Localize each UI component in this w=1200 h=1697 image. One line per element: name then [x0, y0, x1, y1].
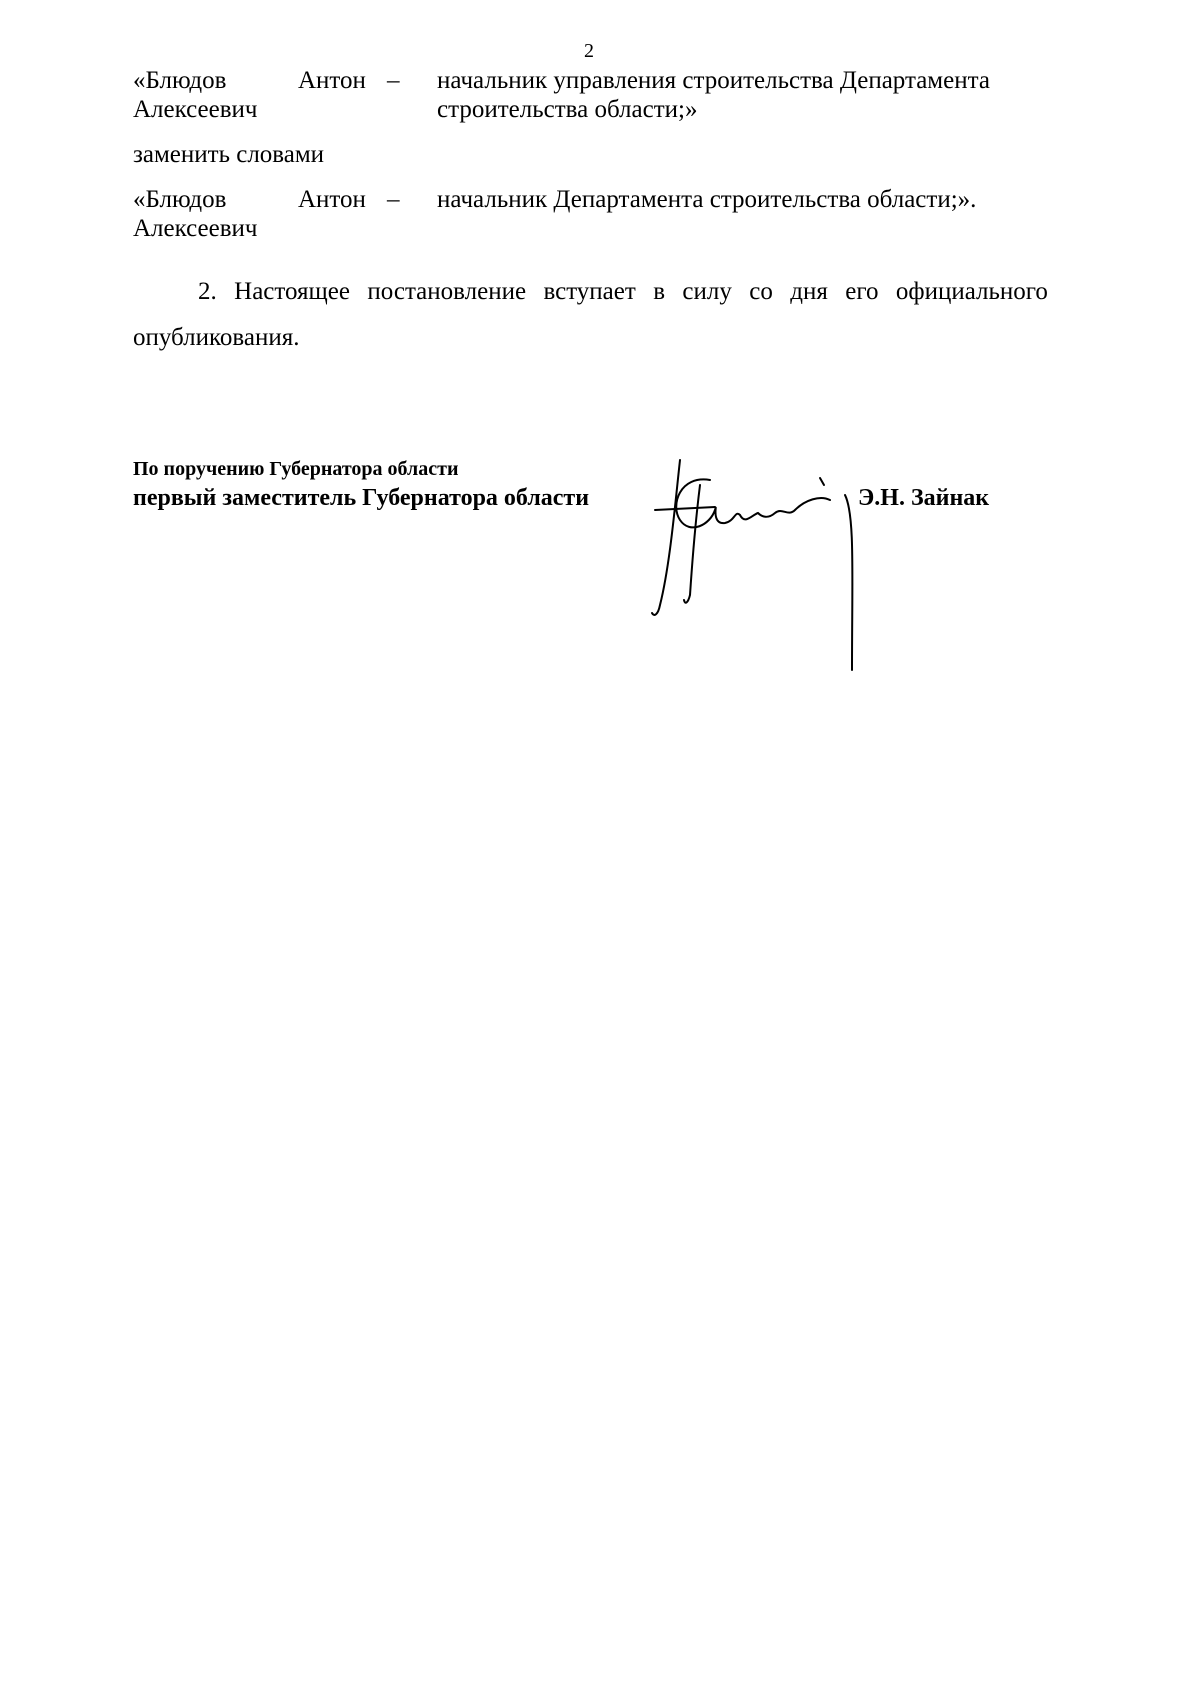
old-name-middle: Антон — [298, 67, 366, 94]
clause2-line1 — [198, 277, 1048, 307]
old-position-line2: строительства области;» — [437, 96, 698, 123]
page-number: 2 — [584, 40, 594, 62]
old-name-last: Алексеевич — [133, 96, 258, 123]
clause2-line2: опубликования. — [133, 324, 300, 351]
word: вступает — [543, 278, 636, 305]
word: 2. — [198, 278, 217, 305]
new-name-last: Алексеевич — [133, 215, 258, 242]
new-name-middle: Антон — [298, 186, 366, 213]
handwritten-signature-icon — [640, 455, 870, 685]
word: со — [749, 278, 773, 305]
signature-line2: первый заместитель Губернатора области — [133, 485, 590, 511]
old-dash: – — [387, 67, 400, 94]
word: официального — [895, 278, 1048, 305]
new-position-line1: начальник Департамента строительства области;». — [437, 186, 977, 213]
word: в — [653, 278, 666, 305]
word: силу — [682, 278, 732, 305]
signature-line1: По поручению Губернатора области — [133, 458, 459, 480]
new-dash: – — [387, 186, 400, 213]
new-name-first: «Блюдов — [133, 186, 227, 213]
replace-text: заменить словами — [133, 141, 325, 168]
word: постановление — [367, 278, 527, 305]
signatory-name: Э.Н. Зайнак — [858, 485, 990, 511]
word: дня — [790, 278, 828, 305]
word: Настоящее — [234, 278, 350, 305]
word: его — [845, 278, 879, 305]
old-position-line1: начальник управления строительства Департамента — [437, 67, 990, 94]
old-name-first: «Блюдов — [133, 67, 227, 94]
